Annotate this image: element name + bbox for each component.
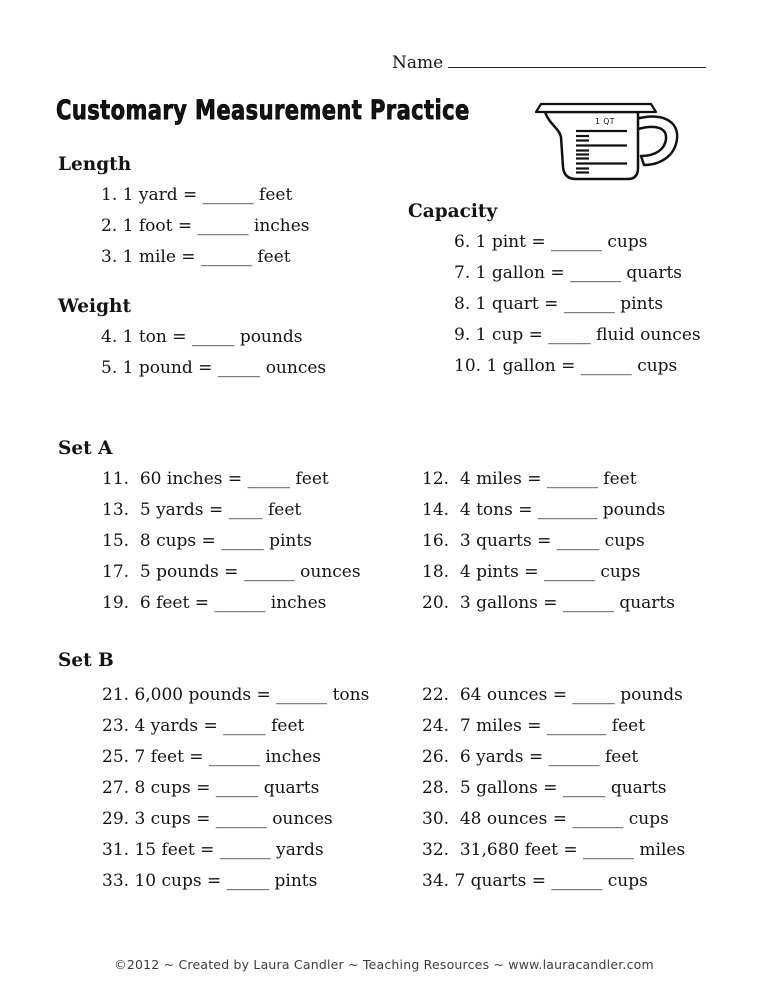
worksheet-item: 2. 1 foot = ______ inches xyxy=(101,216,310,236)
worksheet-item: 32. 31,680 feet = ______ miles xyxy=(422,840,686,860)
worksheet-item: 1. 1 yard = ______ feet xyxy=(101,185,293,205)
set-b-section xyxy=(58,650,748,897)
worksheet-item: 8. 1 quart = ______ pints xyxy=(454,294,664,314)
name-label: Name xyxy=(392,53,444,73)
worksheet-item: 7. 1 gallon = ______ quarts xyxy=(454,263,683,283)
worksheet-item: 5. 1 pound = _____ ounces xyxy=(101,358,327,378)
worksheet-item: 28. 5 gallons = _____ quarts xyxy=(422,778,667,798)
worksheet-item: 14. 4 tons = _______ pounds xyxy=(422,500,666,520)
worksheet-item: 11. 60 inches = _____ feet xyxy=(102,469,329,489)
worksheet-item: 19. 6 feet = ______ inches xyxy=(102,593,327,613)
worksheet-item: 33. 10 cups = _____ pints xyxy=(102,871,318,891)
worksheet-item: 30. 48 ounces = ______ cups xyxy=(422,809,669,829)
worksheet-item: 4. 1 ton = _____ pounds xyxy=(101,327,303,347)
name-blank-line xyxy=(448,52,706,68)
length-heading: Length xyxy=(58,154,132,175)
worksheet-item: 21. 6,000 pounds = ______ tons xyxy=(102,685,370,705)
name-row xyxy=(392,52,706,73)
capacity-section xyxy=(408,201,701,382)
weight-section xyxy=(58,296,326,384)
capacity-heading: Capacity xyxy=(408,201,498,222)
measuring-cup-icon xyxy=(532,99,694,187)
worksheet-item: 9. 1 cup = _____ fluid ounces xyxy=(454,325,701,345)
worksheet-item: 12. 4 miles = ______ feet xyxy=(422,469,637,489)
set-a-section xyxy=(58,438,748,619)
set-b-items xyxy=(58,680,748,897)
length-section xyxy=(58,154,310,273)
worksheet-item: 24. 7 miles = _______ feet xyxy=(422,716,646,736)
worksheet-item: 20. 3 gallons = ______ quarts xyxy=(422,593,675,613)
worksheet-item: 27. 8 cups = _____ quarts xyxy=(102,778,320,798)
worksheet-item: 22. 64 ounces = _____ pounds xyxy=(422,685,683,705)
worksheet-item: 13. 5 yards = ____ feet xyxy=(102,500,302,520)
worksheet-item: 18. 4 pints = ______ cups xyxy=(422,562,641,582)
worksheet-title: Customary Measurement Practice xyxy=(56,95,470,126)
worksheet-item: 25. 7 feet = ______ inches xyxy=(102,747,321,767)
worksheet-item: 17. 5 pounds = ______ ounces xyxy=(102,562,361,582)
weight-heading: Weight xyxy=(58,296,131,317)
set-a-items xyxy=(58,464,748,619)
worksheet-item: 15. 8 cups = _____ pints xyxy=(102,531,312,551)
worksheet-item: 29. 3 cups = ______ ounces xyxy=(102,809,333,829)
worksheet-item: 10. 1 gallon = ______ cups xyxy=(454,356,678,376)
set-b-heading: Set B xyxy=(58,650,114,671)
set-a-heading: Set A xyxy=(58,438,113,459)
worksheet-item: 23. 4 yards = _____ feet xyxy=(102,716,305,736)
cup-size-label: 1 QT xyxy=(595,117,615,126)
worksheet-item: 31. 15 feet = ______ yards xyxy=(102,840,324,860)
worksheet-item: 3. 1 mile = ______ feet xyxy=(101,247,291,267)
copyright-credit: ©2012 ~ Created by Laura Candler ~ Teaching Resources ~ www.lauracandler.com xyxy=(114,957,654,972)
worksheet-item: 26. 6 yards = ______ feet xyxy=(422,747,639,767)
worksheet-item: 34. 7 quarts = ______ cups xyxy=(422,871,648,891)
worksheet-item: 16. 3 quarts = _____ cups xyxy=(422,531,645,551)
worksheet-item: 6. 1 pint = ______ cups xyxy=(454,232,648,252)
